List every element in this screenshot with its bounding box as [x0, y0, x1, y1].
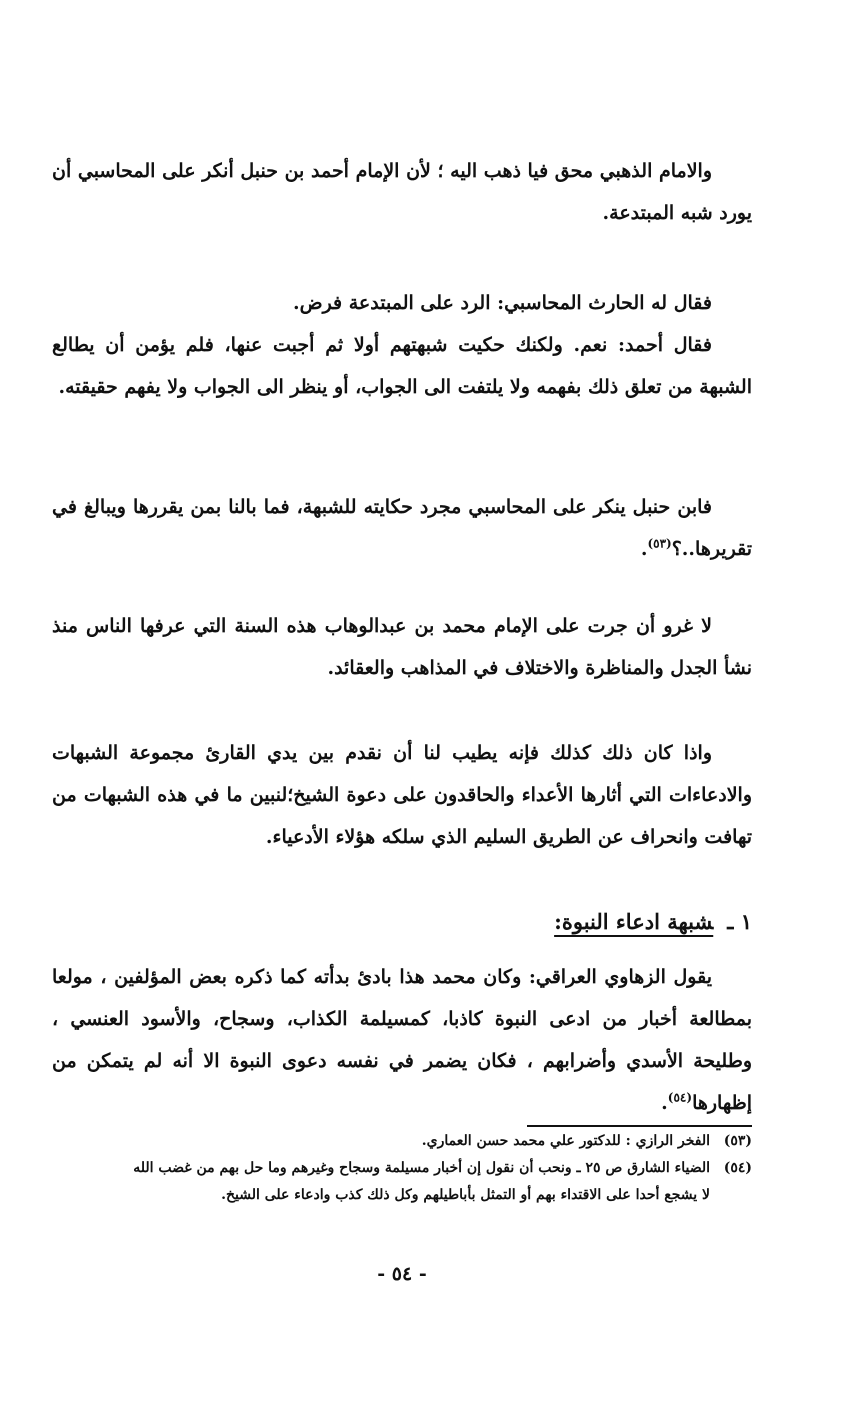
paragraph-zahawi: يقول الزهاوي العراقي: وكان محمد هذا بادئ بدأته كما ذكره بعض المؤلفين ، مولعا بمطالعة أخبار من ادعى النبوة كاذبا، كمسيلمة الكذاب، وسجاح، والأسود العنسي ، وطليحة الأسدي وأضرابهم ، فكان يضمر في نفسه دعوى النبوة الا أنه لم يتمكن من إظهارها$^{(٥٤)}$.	[52, 966, 752, 1114]
footnote-text: الضياء الشارق ص ٢٥ ـ ونحب أن نقول إن أخبار مسيلمة وسجاح وغيرهم وما حل بهم من غضب الله	[133, 1160, 710, 1176]
footnote-54-continuation: لا يشجع أحدا على الاقتداء بهم أو التمثل بأباطيلهم وكل ذلك كذب وادعاء على الشيخ.	[221, 1187, 710, 1203]
paragraph-ibn-hanbal: فابن حنبل ينكر على المحاسبي مجرد حكايته للشبهة، فما بالنا بمن يقررها ويبالغ في تقريرها..؟$^{(٥٣)}$.	[52, 496, 752, 560]
footnote-divider	[527, 1125, 752, 1127]
paragraph-zahawi-text: يقول الزهاوي العراقي: وكان محمد هذا بادئ بدأته كما ذكره بعض المؤلفين ، مولعا بمطالعة أخبار من ادعى النبوة كاذبا، كمسيلمة الكذاب، وسجاح، والأسود العنسي ، وطليحة الأسدي وأضرابهم ، فكان يضمر في نفسه دعوى النبوة الا أنه لم يتمكن من إظهارها	[52, 966, 752, 1114]
paragraph-ibn-hanbal-text: فابن حنبل ينكر على المحاسبي مجرد حكايته للشبهة، فما بالنا بمن يقررها ويبالغ في تقريرها..؟	[52, 496, 752, 560]
footnote-number: (٥٣)	[723, 1133, 752, 1149]
footnote-53	[52, 1128, 752, 1155]
footnote-number: (٥٤)	[723, 1160, 752, 1176]
section-heading	[52, 902, 752, 942]
footnote-ref-54: (٥٤)	[667, 1090, 693, 1105]
section-heading-number: ١ ـ	[727, 909, 752, 934]
paragraph-la-ghar: لا غرو أن جرت على الإمام محمد بن عبدالوهاب هذه السنة التي عرفها الناس منذ نشأ الجدل والمناظرة والاختلاف في المذاهب والعقائد.	[52, 615, 752, 679]
paragraph-harith: فقال له الحارث المحاسبي: الرد على المبتدعة فرض.	[292, 292, 712, 314]
footnotes	[52, 1128, 752, 1209]
section-heading-text: شبهة ادعاء النبوة:	[554, 909, 714, 934]
paragraph-ahmad: فقال أحمد: نعم. ولكنك حكيت شبهتهم أولا ثم أجبت عنها، فلم يؤمن أن يطالع الشبهة من تعلق ذلك بفهمه ولا يلتفت الى الجواب، أو ينظر الى الجواب ولا يفهم حقيقته.	[52, 334, 752, 398]
footnote-ref-53: (٥٣)	[647, 536, 672, 551]
dialogue-block	[52, 282, 752, 408]
page-number: - ٥٤ -	[377, 1263, 427, 1285]
footnote-54	[52, 1155, 752, 1182]
paragraph-wa-idha: واذا كان ذلك كذلك فإنه يطيب لنا أن نقدم بين يدي القارئ مجموعة الشبهات والادعاءات التي أثارها الأعداء والحاقدون على دعوة الشيخ؛لنبين ما في هذه الشبهات من تهافت وانحراف عن الطريق السليم الذي سلكه هؤلاء الأدعياء.	[52, 742, 752, 848]
footnote-text: الفخر الرازي : للدكتور علي محمد حسن العماري.	[421, 1133, 710, 1149]
paragraph-dhahabi: والامام الذهبي محق فيا ذهب اليه ؛ لأن الإمام أحمد بن حنبل أنكر على المحاسبي أن يورد شبه المبتدعة.	[52, 160, 752, 224]
